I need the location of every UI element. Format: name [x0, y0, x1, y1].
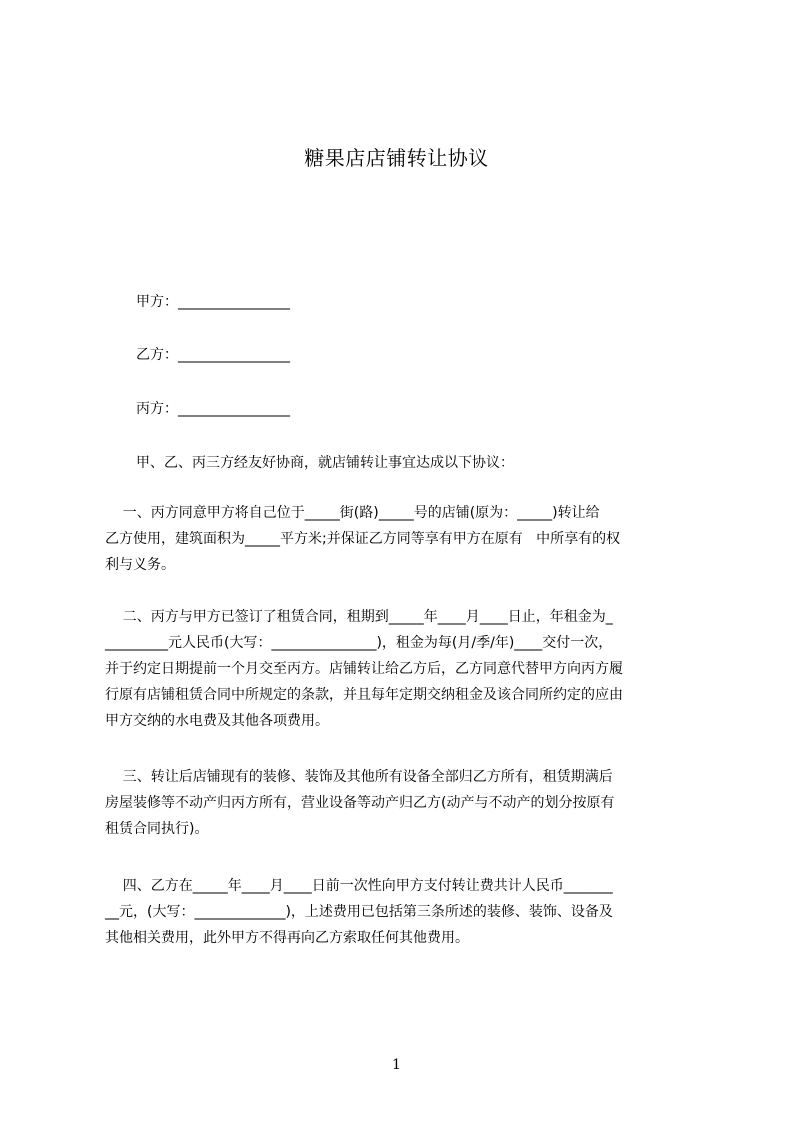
page-number: 1 [392, 1057, 401, 1073]
clause-2 [105, 604, 705, 734]
clause-2-line: 二、丙方与甲方已签订了租赁合同，租期到_____年____月____日止，年租金为_ [105, 609, 613, 625]
clause-3-line: 三、转让后店铺现有的装修、装饰及其他所有设备全部归乙方所有，租赁期满后 [105, 769, 613, 785]
clause-2-line: 行原有店铺租赁合同中所规定的条款，并且每年定期交纳租金及该合同所约定的应由 [105, 687, 623, 703]
party-b-line: 乙方：________________ [136, 347, 290, 363]
clause-4-line: 其他相关费用，此外甲方不得再向乙方索取任何其他费用。 [105, 930, 469, 946]
document-title: 糖果店店铺转让协议 [304, 146, 489, 170]
clause-2-line: 并于约定日期提前一个月交至丙方。店铺转让给乙方后，乙方同意代替甲方向丙方履 [105, 661, 623, 677]
clause-4-line: 四、乙方在_____年____月____日前一次性向甲方支付转让费共计人民币_______ [105, 878, 613, 894]
clause-1-line: 一、丙方同意甲方将自己位于_____街(路)_____号的店铺(原为：_____)转让给 [105, 505, 600, 521]
party-c-line: 丙方：________________ [136, 401, 290, 417]
party-a-line: 甲方：________________ [136, 294, 290, 310]
clause-2-line: 甲方交纳的水电费及其他各项费用。 [105, 713, 329, 729]
clause-2-line: _________元人民币(大写：_______________)，租金为每(月/季/年)____交付一次， [105, 635, 613, 651]
clause-4 [105, 873, 705, 951]
clause-3-line: 房屋装修等不动产归丙方所有，营业设备等动产归乙方(动产与不动产的划分按原有 [105, 795, 615, 811]
clause-1 [105, 500, 705, 578]
clause-1-line: 乙方使用，建筑面积为_____平方米;并保证乙方同等享有甲方在原有 中所享有的权 [105, 531, 621, 547]
clause-3 [105, 764, 705, 842]
clause-4-line: __元，(大写：_____________)，上述费用已包括第三条所述的装修、装饰、设备及 [105, 904, 613, 920]
intro-paragraph: 甲、乙、丙三方经友好协商，就店铺转让事宜达成以下协议： [136, 455, 514, 471]
clause-3-line: 租赁合同执行)。 [105, 821, 209, 837]
clause-1-line: 利与义务。 [105, 557, 175, 573]
